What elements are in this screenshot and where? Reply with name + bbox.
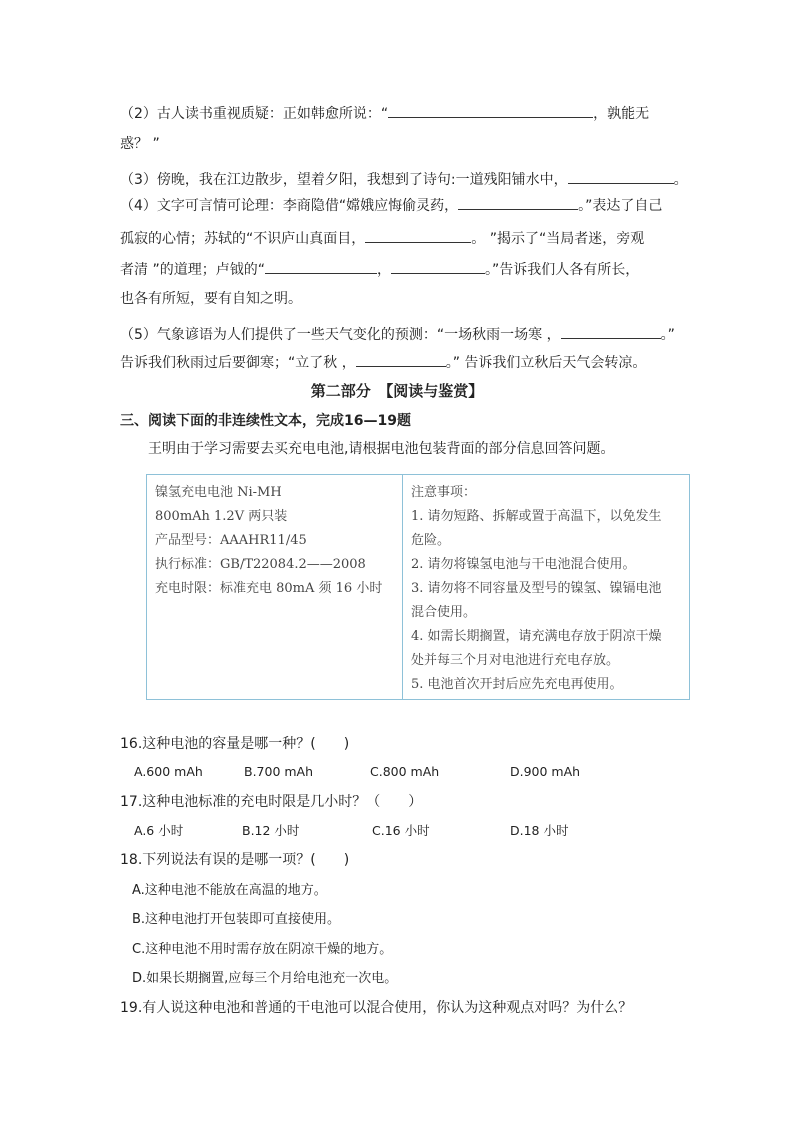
option-b[interactable]: B.这种电池打开包装即可直接使用。 [132, 912, 341, 927]
product-info-line: 产品型号：AAAHR11/45 [155, 533, 307, 548]
product-info-column [147, 475, 403, 699]
notes-line: 危险。 [411, 533, 451, 548]
q5-line-1: （5）气象谚语为人们提供了一些天气变化的预测：“一场秋雨一场寒 ， 。” [120, 323, 675, 345]
question-16-options [134, 764, 694, 784]
option-b[interactable]: B.700 mAh [244, 764, 314, 779]
option-c[interactable]: C.这种电池不用时需存放在阴凉干燥的地方。 [132, 942, 393, 957]
notes-line: 5. 电池首次开封后应先充电再使用。 [411, 677, 623, 692]
option-d[interactable]: D.900 mAh [510, 764, 581, 779]
notes-line: 混合使用。 [411, 605, 477, 620]
answer-blank[interactable] [458, 194, 578, 210]
q4-line-2: 孤寂的心情；苏轼的“不识庐山真面目， 。 ”揭示了“当局者迷，旁观 [120, 227, 644, 249]
notes-line: 4. 如需长期搁置，请充满电存放于阴凉干燥 [411, 629, 662, 644]
q5-line-2: 告诉我们秋雨过后要御寒；“立了秋 ， 。” 告诉我们立秋后天气会转凉。 [120, 351, 646, 373]
answer-blank[interactable] [356, 351, 446, 367]
option-d[interactable]: D.如果长期搁置,应每三个月给电池充一次电。 [132, 971, 398, 986]
q4-line-3: 者清 ”的道理；卢钺的“ ， 。”告诉我们人各有所长， [120, 258, 639, 280]
option-b[interactable]: B.12 小时 [242, 823, 300, 838]
option-a[interactable]: A.600 mAh [134, 764, 203, 779]
question-19: 19.有人说这种电池和普通的干电池可以混合使用，你认为这种观点对吗？为什么？ [120, 1000, 633, 1016]
battery-info-box [146, 474, 690, 700]
option-c[interactable]: C.800 mAh [370, 764, 440, 779]
q2-line-1: （2）古人读书重视质疑：正如韩愈所说：“ ，孰能无 [120, 102, 649, 124]
question-18: 18.下列说法有误的是哪一项？( ) [120, 852, 350, 868]
intro-text: 王明由于学习需要去买充电电池,请根据电池包装背面的部分信息回答问题。 [148, 441, 615, 457]
option-a[interactable]: A.这种电池不能放在高温的地方。 [132, 883, 327, 898]
notes-line: 3. 请勿将不同容量及型号的镍氢、镍镉电池 [411, 581, 662, 596]
question-17: 17.这种电池标准的充电时限是几小时？（ ） [120, 794, 423, 810]
option-c[interactable]: C.16 小时 [372, 823, 430, 838]
answer-blank[interactable] [561, 323, 661, 339]
part-title: 第二部分 【阅读与鉴赏】 [310, 382, 484, 400]
answer-blank[interactable] [265, 258, 377, 274]
option-d[interactable]: D.18 小时 [510, 823, 569, 838]
answer-blank[interactable] [568, 168, 674, 184]
product-info-line: 执行标准：GB/T22084.2——2008 [155, 557, 366, 572]
product-info-line: 镍氢充电电池 Ni-MH [155, 485, 282, 500]
q4-line-1: （4）文字可言情可论理：李商隐借“嫦娥应悔偷灵药， 。”表达了自己 [120, 194, 662, 216]
notes-line: 注意事项： [411, 485, 477, 500]
product-info-line: 800mAh 1.2V 两只装 [155, 509, 288, 524]
question-16: 16.这种电池的容量是哪一种？( ) [120, 736, 350, 752]
section-title: 三、阅读下面的非连续性文本，完成16—19题 [120, 413, 411, 429]
answer-blank[interactable] [388, 102, 593, 118]
product-info-line: 充电时限：标准充电 80mA 须 16 小时 [155, 581, 383, 596]
notes-column [403, 475, 689, 699]
q4-line-4: 也各有所短，要有自知之明。 [120, 291, 302, 307]
option-a[interactable]: A.6 小时 [134, 823, 184, 838]
answer-blank[interactable] [391, 258, 485, 274]
notes-line: 2. 请勿将镍氢电池与干电池混合使用。 [411, 557, 636, 572]
q3-line: （3）傍晚，我在江边散步，望着夕阳，我想到了诗句:一道残阳铺水中， 。 [120, 168, 688, 190]
q2-line-2: 惑？ ” [120, 136, 160, 152]
question-17-options [134, 821, 694, 841]
answer-blank[interactable] [365, 227, 471, 243]
notes-line: 1. 请勿短路、拆解或置于高温下，以免发生 [411, 509, 662, 524]
notes-line: 处并每三个月对电池进行充电存放。 [411, 653, 620, 668]
